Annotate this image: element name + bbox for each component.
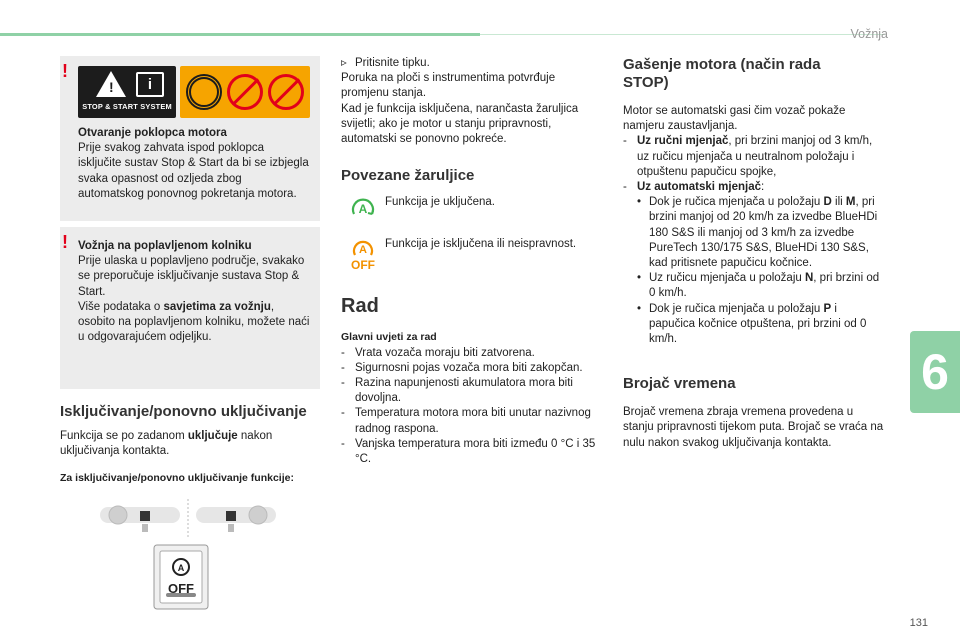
heading-lamps: Povezane žaruljice xyxy=(341,167,475,185)
column-right xyxy=(623,56,885,451)
svg-text:A: A xyxy=(177,563,185,573)
svg-text:A: A xyxy=(358,202,368,217)
lamp-off-row xyxy=(341,237,603,271)
press-detail: Poruka na ploči s instrumentima potvrđuje promjenu stanja. xyxy=(341,72,556,100)
list-item: - Vanjska temperatura mora biti između 0 °C i 35 °C. xyxy=(341,437,596,466)
warning-text: Prije svakog zahvata ispod poklopca isključite sustav Stop & Start da bi se izbjegla svaka opasnost od ozljeda zbog automatskog ponovnog pokretanja motora. xyxy=(78,142,309,200)
no-tool-icon xyxy=(268,74,304,110)
warning-icon: ! xyxy=(62,232,68,252)
conditions-title: Glavni uvjeti za rad xyxy=(341,331,437,344)
page-number: 131 xyxy=(909,617,928,629)
warning-icon: ! xyxy=(62,61,68,81)
dashboard-button-diagram xyxy=(60,497,320,617)
warning-title: Vožnja na poplavljenom kolniku xyxy=(78,240,252,252)
conditions-list xyxy=(341,346,603,468)
column-left xyxy=(60,56,320,487)
auto-bullet-1: • Dok je ručica mjenjača u položaju D ili M, pri brzini manjoj od 20 km/h za izvedbe BlueHDi 180 S&S ili manjoj od 3 km/h za izvedbe PureTech 130/175 S&S, BlueHDi 130 S&S, kad pritisnete papučicu kočnice. xyxy=(637,196,878,270)
warning-text-more: Više podataka o savjetima za vožnju, osobito na poplavljenom kolniku, možete naći u odgovarajućem odjeljku. xyxy=(78,300,310,344)
toggle-subhead: Za isključivanje/ponovno uključivanje funkcije: xyxy=(60,472,294,485)
banner-label: STOP & START SYSTEM xyxy=(82,101,172,111)
stop-intro: Motor se automatski gasi čim vozač pokaže namjeru zaustavljanja. xyxy=(623,105,846,133)
chapter-number: 6 xyxy=(921,344,949,400)
no-hand-icon xyxy=(227,74,263,110)
auto-bullet-2: • Uz ručicu mjenjača u položaju N, pri brzini od 0 km/h. xyxy=(637,272,880,300)
press-step: ▹ Pritisnite tipku. xyxy=(341,56,603,71)
engine-belt-icon xyxy=(186,74,222,110)
stop-start-orange-off-lamp-icon xyxy=(341,237,385,271)
warning-box-hood xyxy=(60,56,320,221)
heading-rad: Rad xyxy=(341,295,379,318)
auto-bullet-3: • Dok je ručica mjenjača u položaju P i papučica kočnice otpuštena, pri brzini od 0 km/h. xyxy=(637,302,867,346)
stop-start-green-lamp-icon xyxy=(341,195,385,221)
section-title: Vožnja xyxy=(850,27,888,41)
header-rule xyxy=(480,34,885,35)
heading-stop-mode: Gašenje motora (način rada STOP) xyxy=(623,56,821,91)
list-item: - Razina napunjenosti akumulatora mora biti dovoljna. xyxy=(341,377,573,405)
press-detail-2: Kad je funkcija isključena, narančasta žaruljica svijetli; ako je motor u stanju pripravnosti, automatski se ponovno pokreće. xyxy=(341,102,579,146)
lamp-on-text: Funkcija je uključena. xyxy=(385,196,495,209)
heading-toggle: Isključivanje/ponovno uključivanje xyxy=(60,403,307,420)
heading-timer: Brojač vremena xyxy=(623,375,736,393)
list-item: - Vrata vozača moraju biti zatvorena. xyxy=(341,346,535,359)
lamp-off-text: Funkcija je isključena ili neispravnost. xyxy=(385,238,577,251)
toggle-text: Funkcija se po zadanom uključuje nakon uključivanja kontakta. xyxy=(60,430,273,458)
list-item-automatic: - Uz automatski mjenjač: xyxy=(623,181,765,194)
dashboard-illustration xyxy=(60,497,320,617)
warning-box-flood xyxy=(60,227,320,389)
step-marker-icon: ▹ xyxy=(341,57,347,69)
list-item-manual: - Uz ručni mjenjač, pri brzini manjoj od 3 km/h, uz ručicu mjenjača u neutralnom položaju i otpuštenu papučicu spojke, xyxy=(623,135,873,178)
svg-text:A: A xyxy=(359,244,367,257)
chapter-tab xyxy=(910,331,960,413)
banner-manual-panel: ! i STOP & START SYSTEM xyxy=(78,66,176,118)
warning-text: Prije ulaska u poplavljeno područje, svakako se preporučuje isključivanje sustava Stop & Start. xyxy=(78,255,305,298)
manual-book-icon: i xyxy=(136,72,164,97)
header-accent-bar xyxy=(0,33,480,36)
lamp-on-row xyxy=(341,195,603,221)
list-item: - Temperatura motora mora biti unutar nazivnog radnog raspona. xyxy=(341,407,591,435)
timer-text: Brojač vremena zbraja vremena provedena u stanju pripravnosti tijekom puta. Brojač se vraća na nulu nakon svakog uključivanja kontakta. xyxy=(623,406,884,449)
stop-start-warning-banner xyxy=(78,66,310,118)
lamp-off-label: OFF xyxy=(351,258,375,273)
list-item: - Sigurnosni pojas vozača mora biti zakopčan. xyxy=(341,361,583,374)
warning-title: Otvaranje poklopca motora xyxy=(78,127,227,139)
off-button-label[interactable]: OFF xyxy=(168,581,194,596)
banner-pictograms xyxy=(180,66,310,118)
driving-advice-link: savjetima za vožnju xyxy=(163,300,271,313)
column-middle xyxy=(341,56,603,467)
